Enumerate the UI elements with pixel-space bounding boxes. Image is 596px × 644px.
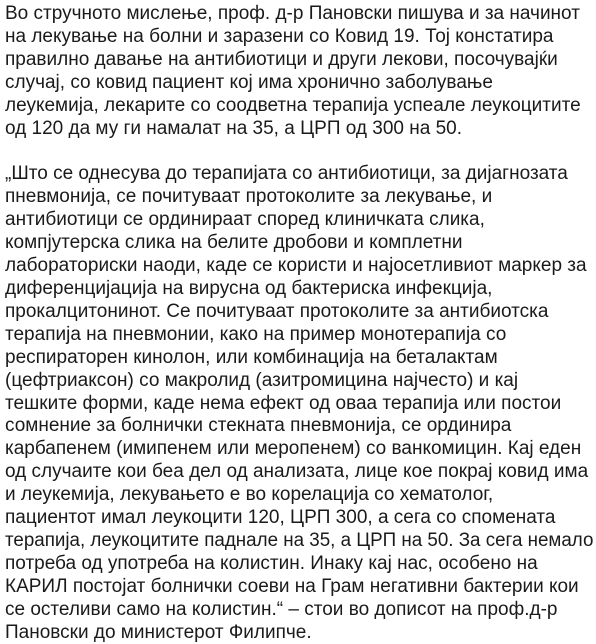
text-line: пневмонија, се почитуваат протоколите за лекување, и [5,186,493,208]
text-line: терапија, леукоцитите паднале на 35, а ЦРП на 50. За сега немало [5,529,594,551]
text-line: потреба од употреба на колистин. Инаку кај нас, особено на [5,552,538,574]
text-line: антибиотици се ординираат според клиничката слика, [5,209,485,231]
text-line: од 120 да му ги намалат на 35, а ЦРП од 300 на 50. [5,117,462,139]
text-line: терапија на пневмонии, како на пример монотерапија со [5,323,507,345]
text-line: сомнение за болнички стекната пневмонија, се ординира [5,415,512,437]
text-line: пациентот имал леукоцити 120, ЦРП 300, а сега со спомената [5,507,556,529]
text-line: и леукемија, лекувањето е во корелација со хематолог, [5,484,494,506]
paragraph-quote [5,163,593,644]
text-line: леукемија, лекарите со соодветна терапија успеале леукоцитите [5,94,581,116]
text-line: правилно давање на антибиотици и други лекови, посочувајќи [5,48,558,70]
paragraph-expert-opinion [5,3,593,140]
text-line: карбапенем (имипенем или меропенем) со ванкомицин. Кај еден [5,438,582,460]
text-line: диференцијација на вирусна од бактериска инфекција, [5,277,493,299]
text-line: „Што се однесува до терапијата со антибиотици, за дијагнозата [5,163,568,185]
text-line: се остеливи само на колистин.“ – стои во дописот на проф.д-р [5,598,558,620]
text-line: тешките форми, каде нема ефект од оваа терапија или постои [5,392,562,414]
text-line: на лекување на болни и заразени со Ковид 19. Тој констатира [5,25,554,47]
text-line: (цефтриаксон) со макролид (азитромицина најчесто) и кај [5,369,519,391]
text-line: Пановски до министерот Филипче. [5,621,312,643]
text-line: случај, со ковид пациент кој има хронично заболување [5,71,493,93]
text-line: КАРИЛ постојат болнички соеви на Грам негативни бактерии кои [5,575,579,597]
text-line: од случаите кои беа дел од анализата, лице кое покрај ковид има [5,461,589,483]
text-line: респираторен кинолон, или комбинација на беталактам [5,346,498,368]
text-line: лабораториски наоди, каде се користи и најосетливиот маркер за [5,255,587,277]
text-line: Во стручното мислење, проф. д-р Пановски пишува и за начинот [5,3,580,24]
article-body [5,0,593,644]
text-line: прокалцитонинот. Се почитуваат протоколите за антибиотска [5,300,549,322]
text-line: компјутерска слика на белите дробови и комплетни [5,232,463,254]
